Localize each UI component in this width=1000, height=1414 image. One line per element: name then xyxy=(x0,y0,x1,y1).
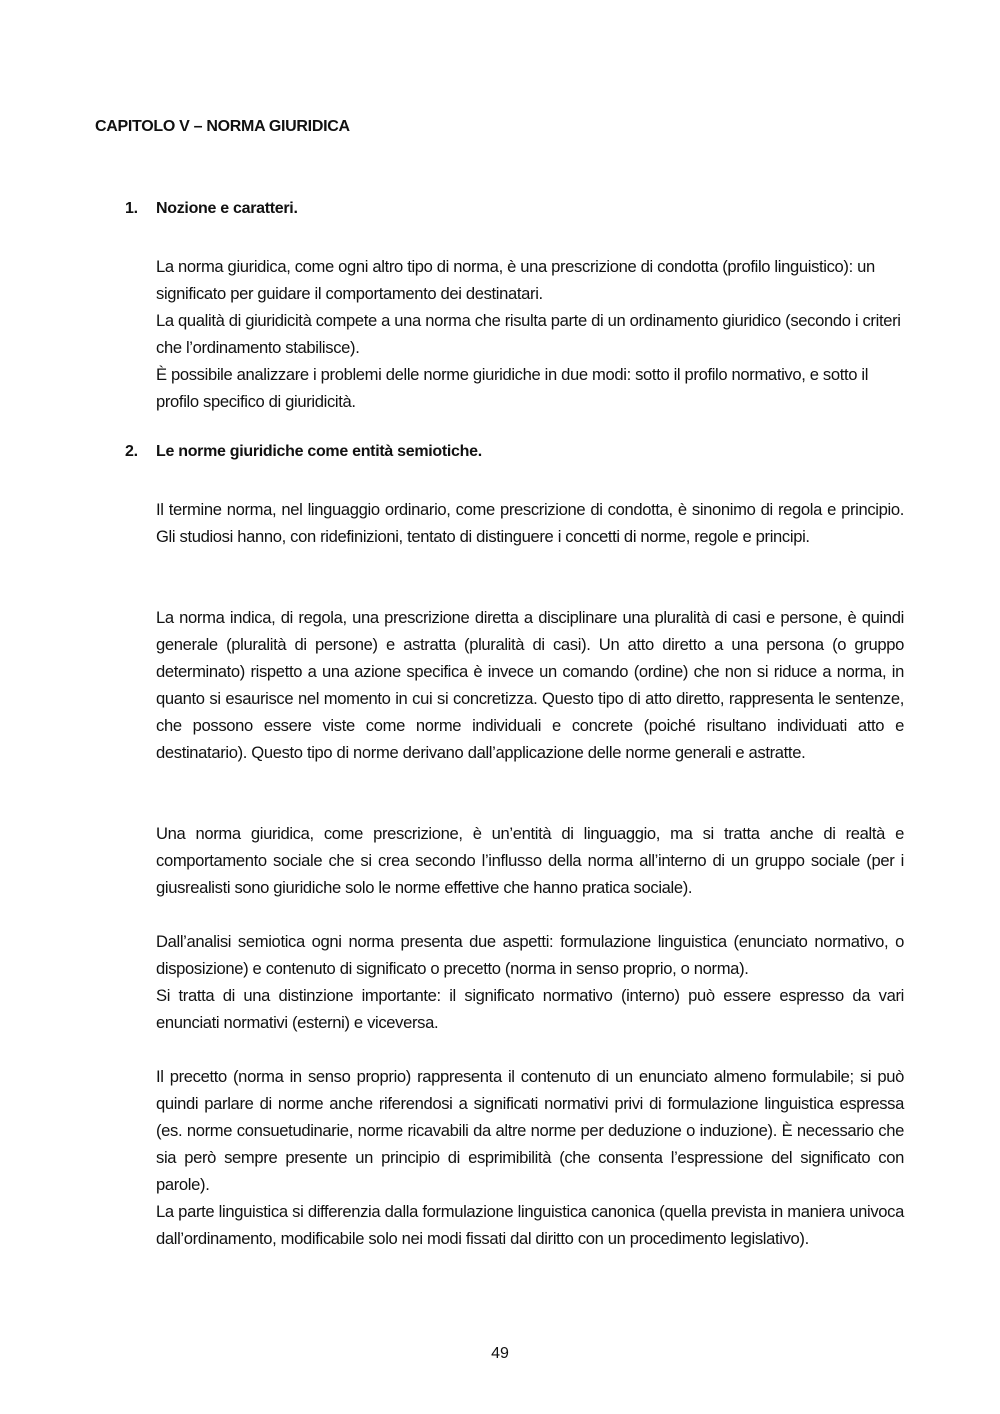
section-2-intro xyxy=(156,496,904,550)
section-title: Le norme giuridiche come entità semiotiche. xyxy=(156,443,482,460)
section-number: 1. xyxy=(125,200,138,217)
section-1-body xyxy=(156,253,904,415)
section-title: Nozione e caratteri. xyxy=(156,200,298,217)
paragraph: La norma giuridica, come ogni altro tipo di norma, è una prescrizione di condotta (profilo linguistico): un significato per guidare il comportamento dei destinatari. xyxy=(156,257,875,303)
section-2-semiotic-analysis xyxy=(156,928,904,1036)
section-2-general-abstract xyxy=(156,604,904,766)
paragraph: La parte linguistica si differenzia dalla formulazione linguistica canonica (quella prevista in maniera univoca dall’ordinamento, modificabile solo nei modi fissati dal diritto con un procedimento legislativo). xyxy=(156,1202,904,1248)
paragraph: È possibile analizzare i problemi delle norme giuridiche in due modi: sotto il profilo normativo, e sotto il profilo specifico di giuridicità. xyxy=(156,365,869,411)
paragraph: Il termine norma, nel linguaggio ordinario, come prescrizione di condotta, è sinonimo di regola e principio. Gli studiosi hanno, con ridefinizioni, tentato di distinguere i concetti di norme, regole e principi. xyxy=(156,500,904,546)
paragraph: Si tratta di una distinzione importante: il significato normativo (interno) può essere espresso da vari enunciati normativi (esterni) e viceversa. xyxy=(156,986,904,1032)
section-2-social-reality xyxy=(156,820,904,901)
paragraph: La qualità di giuridicità compete a una norma che risulta parte di un ordinamento giuridico (secondo i criteri che l’ordinamento stabilisce). xyxy=(156,311,901,357)
paragraph: Il precetto (norma in senso proprio) rappresenta il contenuto di un enunciato almeno formulabile; si può quindi parlare di norme anche riferendosi a significati normativi privi di formulazione linguistica espressa (es. norme consuetudinarie, norme ricavabili da altre norme per deduzione o induzione). È necessario che sia però sempre presente un principio di esprimibilità (che consenta l’espressione del significato con parole). xyxy=(156,1067,904,1194)
section-number: 2. xyxy=(125,443,138,460)
chapter-title: CAPITOLO V – NORMA GIURIDICA xyxy=(95,118,350,135)
section-heading-2 xyxy=(125,443,482,461)
section-heading-1 xyxy=(125,200,298,218)
page-number: 49 xyxy=(491,1345,509,1362)
paragraph: Dall’analisi semiotica ogni norma presenta due aspetti: formulazione linguistica (enunciato normativo, o disposizione) e contenuto di significato o precetto (norma in senso proprio, o norma). xyxy=(156,932,904,978)
paragraph: Una norma giuridica, come prescrizione, è un’entità di linguaggio, ma si tratta anche di realtà e comportamento sociale che si crea secondo l’influsso della norma all’interno di un gruppo sociale (per i giusrealisti sono giuridiche solo le norme effettive che hanno pratica sociale). xyxy=(156,824,904,897)
section-2-precept xyxy=(156,1063,904,1252)
paragraph: La norma indica, di regola, una prescrizione diretta a disciplinare una pluralità di casi e persone, è quindi generale (pluralità di persone) e astratta (pluralità di casi). Un atto diretto a una persona (o gruppo determinato) rispetto a una azione specifica è invece un comando (ordine) che non si riduce a norma, in quanto si esaurisce nel momento in cui si concretizza. Questo tipo di atto diretto, rappresenta le sentenze, che possono essere viste come norme individuali e concrete (poiché risultano individuati atto e destinatario). Questo tipo di norme derivano dall’applicazione delle norme generali e astratte. xyxy=(156,608,904,762)
